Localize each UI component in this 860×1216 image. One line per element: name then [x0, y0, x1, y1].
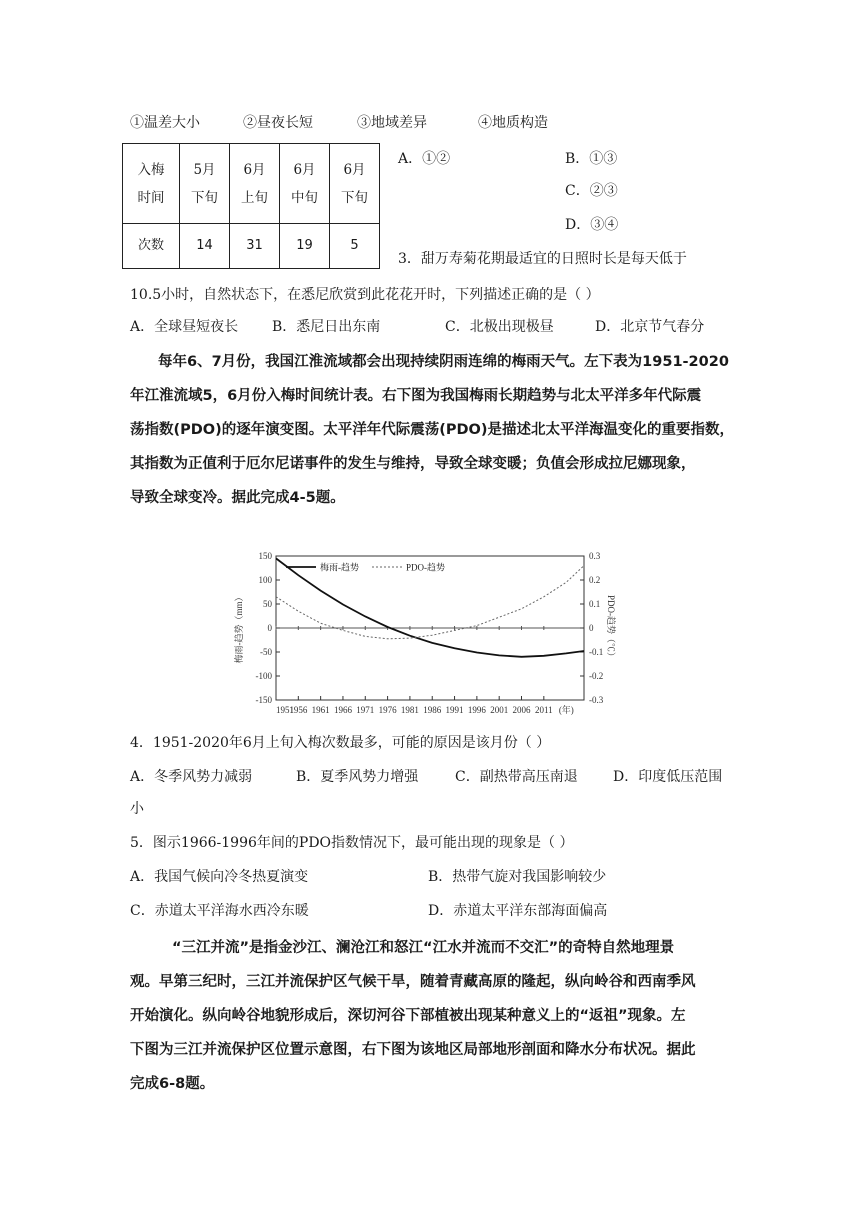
q3-stem-part1: 3．甜万寿菊花期最适宜的日照时长是每天低于 [398, 251, 687, 267]
passage-line: 观。早第三纪时，三江并流保护区气候干旱，随着青藏高原的隆起，纵向岭谷和西南季风 [130, 974, 696, 990]
y-tick-label: 50 [263, 599, 272, 609]
y2-tick-label: -0.1 [589, 647, 604, 657]
table-cell: 次数 [123, 224, 180, 269]
meiyu-entry-table [122, 143, 380, 269]
q5-stem: 5．图示1966-1996年间的PDO指数情况下，最可能出现的现象是（ ） [130, 835, 574, 851]
statement-1: ①温差大小 [130, 115, 200, 131]
y-axis-label: 梅雨-趋势（mm） [234, 592, 244, 664]
y2-tick-label: 0.2 [589, 575, 601, 585]
q3-stem-part2: 10.5小时，自然状态下，在悉尼欣赏到此花花开时，下列描述正确的是（ ） [130, 287, 600, 303]
y2-tick-label: -0.2 [589, 671, 604, 681]
q2-choice-d[interactable]: D．③④ [565, 217, 619, 233]
x-tick-label: 1996 [467, 705, 486, 715]
y2-axis-label: PDO-趋势（℃） [606, 594, 616, 662]
x-tick-label: 1991 [445, 705, 464, 715]
table-cell: 5 [330, 224, 380, 269]
statement-3: ③地域差异 [357, 115, 427, 131]
q3-option-d[interactable]: D．北京节气春分 [595, 319, 705, 335]
x-tick-label: 1951 [276, 705, 294, 715]
table-cell: 入梅 时间 [123, 144, 180, 224]
table-cell: 31 [230, 224, 280, 269]
x-tick-label: 1986 [423, 705, 442, 715]
x-tick-label: 2001 [490, 705, 509, 715]
q3-option-c[interactable]: C．北极出现极昼 [445, 319, 554, 335]
passage-line: 完成6-8题。 [130, 1076, 215, 1092]
q4-option-c[interactable]: C．副热带高压南退 [455, 769, 578, 785]
meiyu-pdo-chart [226, 548, 616, 720]
q2-choice-a[interactable]: A．①② [398, 151, 451, 167]
q2-choice-b[interactable]: B．①③ [565, 151, 618, 167]
q5-option-d[interactable]: D．赤道太平洋东部海面偏高 [428, 903, 608, 919]
passage-line: “三江并流”是指金沙江、澜沧江和怒江“江水并流而不交汇”的奇特自然地理景 [172, 940, 675, 956]
x-tick-label: 2011 [534, 705, 553, 715]
x-tick-label: 1971 [356, 705, 375, 715]
q4-stem: 4．1951-2020年6月上旬入梅次数最多，可能的原因是该月份（ ） [130, 735, 551, 751]
q3-option-b[interactable]: B．悉尼日出东南 [272, 319, 381, 335]
passage-line: 每年6、7月份，我国江淮流域都会出现持续阴雨连绵的梅雨天气。左下表为1951-2020 [158, 354, 729, 370]
q5-option-b[interactable]: B．热带气旋对我国影响较少 [428, 869, 607, 885]
meiyu-trend-line [276, 558, 584, 656]
x-tick-label: 1961 [311, 705, 330, 715]
q5-option-c[interactable]: C．赤道太平洋海水西冷东暖 [130, 903, 309, 919]
x-tick-label: 2006 [512, 705, 531, 715]
table-cell: 6月 中旬 [280, 144, 330, 224]
legend-label-meiyu: 梅雨-趋势 [320, 562, 359, 573]
table-cell: 14 [180, 224, 230, 269]
x-tick-label: 1966 [333, 705, 352, 715]
x-axis-label: (年) [558, 705, 574, 715]
x-tick-label: 1976 [378, 705, 397, 715]
legend-label-pdo: PDO-趋势 [406, 562, 446, 573]
table-cell: 19 [280, 224, 330, 269]
y2-tick-label: 0.3 [589, 551, 601, 561]
y-tick-label: 150 [258, 551, 272, 561]
table-header-row [123, 144, 380, 224]
table-cell: 5月 下旬 [180, 144, 230, 224]
passage-line: 导致全球变冷。据此完成4-5题。 [130, 490, 345, 506]
y-tick-label: -50 [260, 647, 272, 657]
table-cell: 6月 上旬 [230, 144, 280, 224]
table-row [123, 224, 380, 269]
q4-option-d[interactable]: D．印度低压范围 [613, 769, 723, 785]
y2-tick-label: 0.1 [589, 599, 601, 609]
q4-option-b[interactable]: B．夏季风势力增强 [296, 769, 419, 785]
x-tick-label: 1956 [289, 705, 308, 715]
y-tick-label: -150 [255, 695, 272, 705]
x-tick-label: 1981 [400, 705, 419, 715]
statement-4: ④地质构造 [478, 115, 548, 131]
q3-option-a[interactable]: A．全球昼短夜长 [130, 319, 239, 335]
passage-line: 下图为三江并流保护区位置示意图，右下图为该地区局部地形剖面和降水分布状况。据此 [130, 1042, 696, 1058]
passage-line: 年江淮流域5，6月份入梅时间统计表。右下图为我国梅雨长期趋势与北太平洋多年代际震 [130, 388, 702, 404]
q4-option-d-wrap: 小 [130, 801, 144, 817]
q4-option-a[interactable]: A．冬季风势力减弱 [130, 769, 253, 785]
y2-tick-label: -0.3 [589, 695, 604, 705]
y-tick-label: 100 [258, 575, 272, 585]
table-cell: 6月 下旬 [330, 144, 380, 224]
passage-line: 其指数为正值利于厄尔尼诺事件的发生与维持，导致全球变暖；负值会形成拉尼娜现象， [130, 456, 696, 472]
statement-2: ②昼夜长短 [243, 115, 313, 131]
passage-line: 开始演化。纵向岭谷地貌形成后，深切河谷下部植被出现某种意义上的“返祖”现象。左 [130, 1008, 686, 1024]
y2-tick-label: 0 [589, 623, 594, 633]
y-tick-label: -100 [255, 671, 272, 681]
passage-line: 荡指数(PDO)的逐年演变图。太平洋年代际震荡(PDO)是描述北太平洋海温变化的重要指数， [130, 422, 734, 438]
y-tick-label: 0 [267, 623, 272, 633]
q2-choice-c[interactable]: C．②③ [565, 183, 618, 199]
q5-option-a[interactable]: A．我国气候向冷冬热夏演变 [130, 869, 309, 885]
